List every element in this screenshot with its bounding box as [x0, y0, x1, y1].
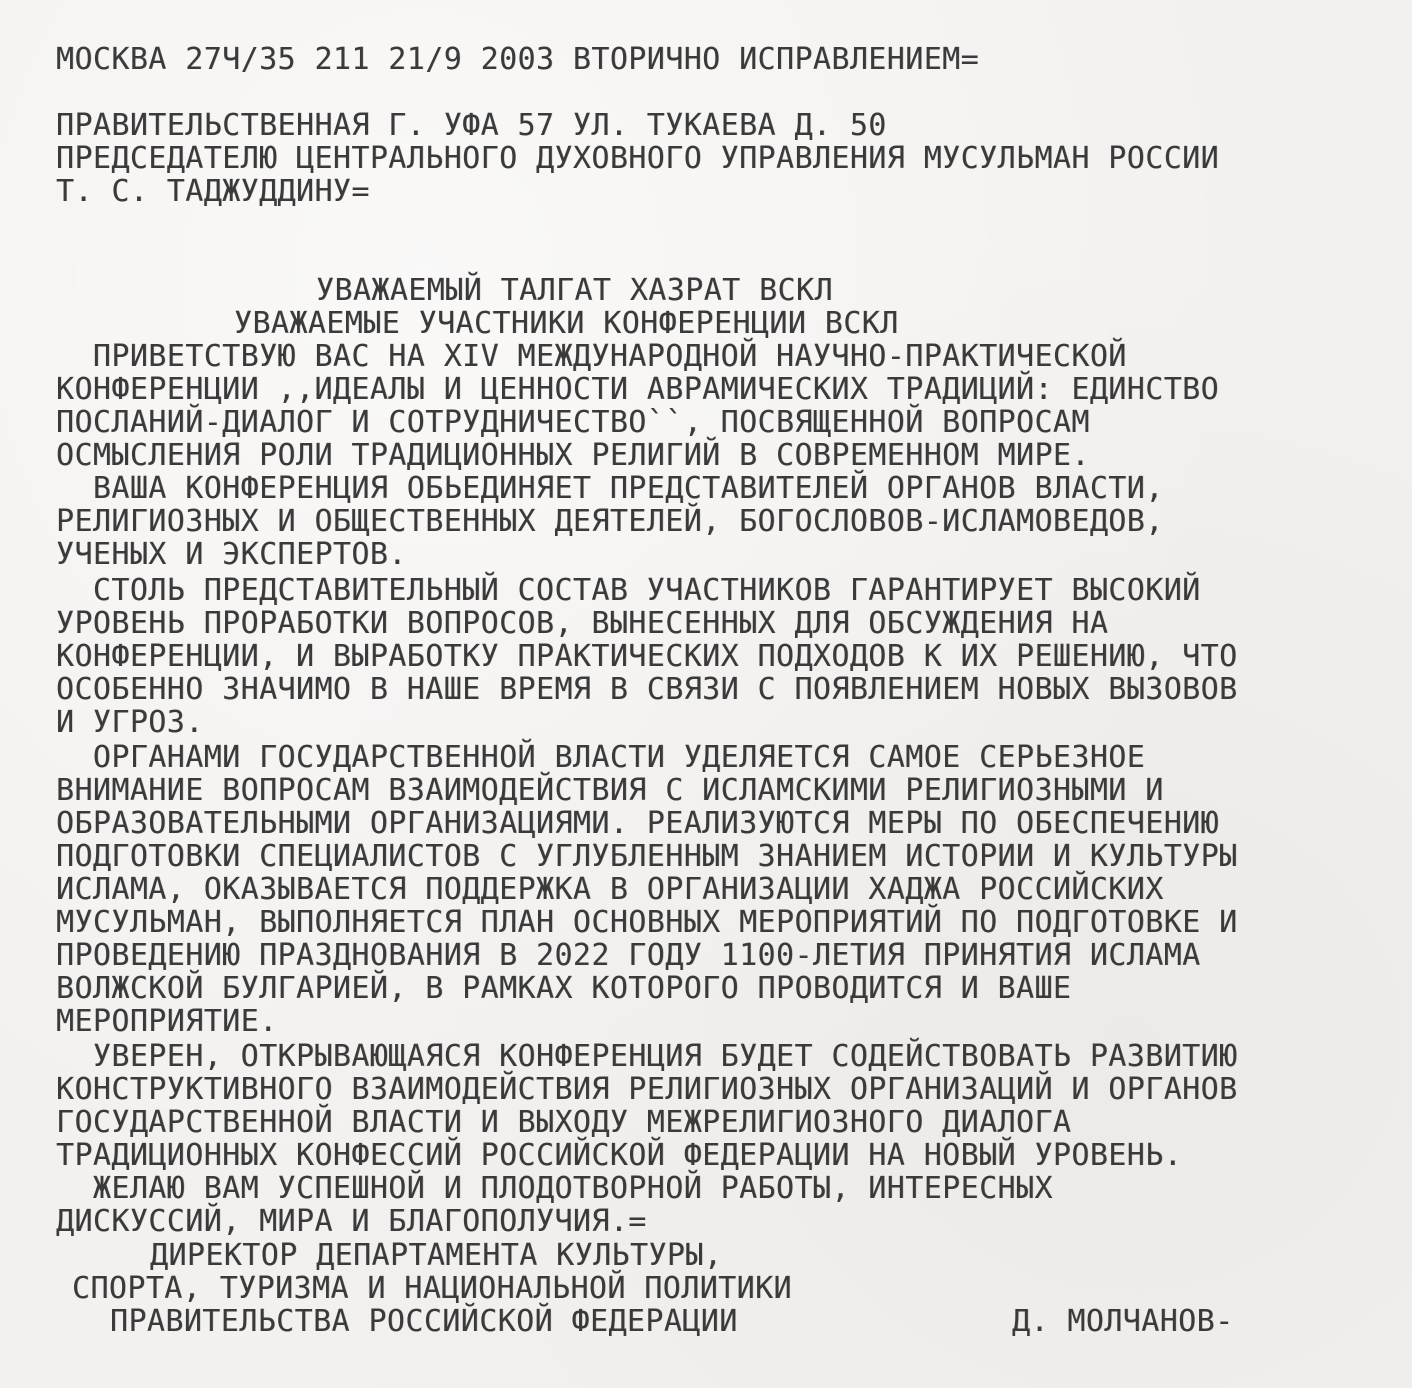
body-line: ПРОВЕДЕНИЮ ПРАЗДНОВАНИЯ В 2022 ГОДУ 1100-ЛЕТИЯ ПРИНЯТИЯ ИСЛАМА [56, 938, 1201, 973]
body-line: ОСМЫСЛЕНИЯ РОЛИ ТРАДИЦИОННЫХ РЕЛИГИЙ В СОВРЕМЕННОМ МИРЕ. [56, 438, 1090, 473]
body-line: ДИСКУССИЙ, МИРА И БЛАГОПОЛУЧИЯ.= [56, 1204, 647, 1239]
body-line: ПОДГОТОВКИ СПЕЦИАЛИСТОВ С УГЛУБЛЕННЫМ ЗНАНИЕМ ИСТОРИИ И КУЛЬТУРЫ [56, 839, 1238, 874]
body-line: МУСУЛЬМАН, ВЫПОЛНЯЕТСЯ ПЛАН ОСНОВНЫХ МЕРОПРИЯТИЙ ПО ПОДГОТОВКЕ И [56, 905, 1238, 940]
body-line: И УГРОЗ. [56, 705, 204, 740]
signatory-name: Д. МОЛЧАНОВ- [1012, 1304, 1234, 1339]
address-line-2: ПРЕДСЕДАТЕЛЮ ЦЕНТРАЛЬНОГО ДУХОВНОГО УПРАВЛЕНИЯ МУСУЛЬМАН РОССИИ [56, 141, 1220, 176]
body-line: КОНФЕРЕНЦИИ, И ВЫРАБОТКУ ПРАКТИЧЕСКИХ ПОДХОДОВ К ИХ РЕШЕНИЮ, ЧТО [56, 639, 1238, 674]
routing-line: МОСКВА 27Ч/35 211 21/9 2003 ВТОРИЧНО ИСПРАВЛЕНИЕМ= [56, 42, 980, 77]
address-line-3: Т. С. ТАДЖУДДИНУ= [56, 174, 370, 209]
body-line: УВЕРЕН, ОТКРЫВАЮЩАЯСЯ КОНФЕРЕНЦИЯ БУДЕТ СОДЕЙСТВОВАТЬ РАЗВИТИЮ [56, 1039, 1238, 1074]
body-line: РЕЛИГИОЗНЫХ И ОБЩЕСТВЕННЫХ ДЕЯТЕЛЕЙ, БОГОСЛОВОВ-ИСЛАМОВЕДОВ, [56, 504, 1164, 539]
body-line: ВНИМАНИЕ ВОПРОСАМ ВЗАИМОДЕЙСТВИЯ С ИСЛАМСКИМИ РЕЛИГИОЗНЫМИ И [56, 773, 1164, 808]
body-line: КОНСТРУКТИВНОГО ВЗАИМОДЕЙСТВИЯ РЕЛИГИОЗНЫХ ОРГАНИЗАЦИЙ И ОРГАНОВ [56, 1072, 1238, 1107]
body-line: ГОСУДАРСТВЕННОЙ ВЛАСТИ И ВЫХОДУ МЕЖРЕЛИГИОЗНОГО ДИАЛОГА [56, 1105, 1072, 1140]
salutation-line-1: УВАЖАЕМЫЙ ТАЛГАТ ХАЗРАТ ВСКЛ [316, 273, 833, 308]
body-line: ОБРАЗОВАТЕЛЬНЫМИ ОРГАНИЗАЦИЯМИ. РЕАЛИЗУЮТСЯ МЕРЫ ПО ОБЕСПЕЧЕНИЮ [56, 806, 1220, 841]
signature-title-2: СПОРТА, ТУРИЗМА И НАЦИОНАЛЬНОЙ ПОЛИТИКИ [72, 1271, 792, 1306]
body-line: КОНФЕРЕНЦИИ ,,ИДЕАЛЫ И ЦЕННОСТИ АВРАМИЧЕСКИХ ТРАДИЦИЙ: ЕДИНСТВО [56, 372, 1220, 407]
body-line: СТОЛЬ ПРЕДСТАВИТЕЛЬНЫЙ СОСТАВ УЧАСТНИКОВ ГАРАНТИРУЕТ ВЫСОКИЙ [56, 573, 1201, 608]
body-line: УЧЕНЫХ И ЭКСПЕРТОВ. [56, 537, 407, 572]
signature-title-1: ДИРЕКТОР ДЕПАРТАМЕНТА КУЛЬТУРЫ, [150, 1238, 723, 1273]
body-line: МЕРОПРИЯТИЕ. [56, 1004, 278, 1039]
body-line: УРОВЕНЬ ПРОРАБОТКИ ВОПРОСОВ, ВЫНЕСЕННЫХ ДЛЯ ОБСУЖДЕНИЯ НА [56, 606, 1109, 641]
salutation-line-2: УВАЖАЕМЫЕ УЧАСТНИКИ КОНФЕРЕНЦИИ ВСКЛ [234, 306, 899, 341]
body-line: ОСОБЕННО ЗНАЧИМО В НАШЕ ВРЕМЯ В СВЯЗИ С ПОЯВЛЕНИЕМ НОВЫХ ВЫЗОВОВ [56, 672, 1238, 707]
body-line: ЖЕЛАЮ ВАМ УСПЕШНОЙ И ПЛОДОТВОРНОЙ РАБОТЫ, ИНТЕРЕСНЫХ [56, 1171, 1053, 1206]
body-line: ПОСЛАНИЙ-ДИАЛОГ И СОТРУДНИЧЕСТВО``, ПОСВЯЩЕННОЙ ВОПРОСАМ [56, 405, 1090, 440]
address-line-1: ПРАВИТЕЛЬСТВЕННАЯ Г. УФА 57 УЛ. ТУКАЕВА Д. 50 [56, 108, 887, 143]
body-line: ИСЛАМА, ОКАЗЫВАЕТСЯ ПОДДЕРЖКА В ОРГАНИЗАЦИИ ХАДЖА РОССИЙСКИХ [56, 872, 1164, 907]
body-line: ВАША КОНФЕРЕНЦИЯ ОБЬЕДИНЯЕТ ПРЕДСТАВИТЕЛЕЙ ОРГАНОВ ВЛАСТИ, [56, 471, 1164, 506]
body-line: ВОЛЖСКОЙ БУЛГАРИЕЙ, В РАМКАХ КОТОРОГО ПРОВОДИТСЯ И ВАШЕ [56, 971, 1072, 1006]
body-line: ТРАДИЦИОННЫХ КОНФЕССИЙ РОССИЙСКОЙ ФЕДЕРАЦИИ НА НОВЫЙ УРОВЕНЬ. [56, 1138, 1183, 1173]
signature-title-3: ПРАВИТЕЛЬСТВА РОССИЙСКОЙ ФЕДЕРАЦИИ [110, 1304, 738, 1339]
body-line: ПРИВЕТСТВУЮ ВАС НА XIV МЕЖДУНАРОДНОЙ НАУЧНО-ПРАКТИЧЕСКОЙ [56, 339, 1127, 374]
body-line: ОРГАНАМИ ГОСУДАРСТВЕННОЙ ВЛАСТИ УДЕЛЯЕТСЯ САМОЕ СЕРЬЕЗНОЕ [56, 740, 1146, 775]
